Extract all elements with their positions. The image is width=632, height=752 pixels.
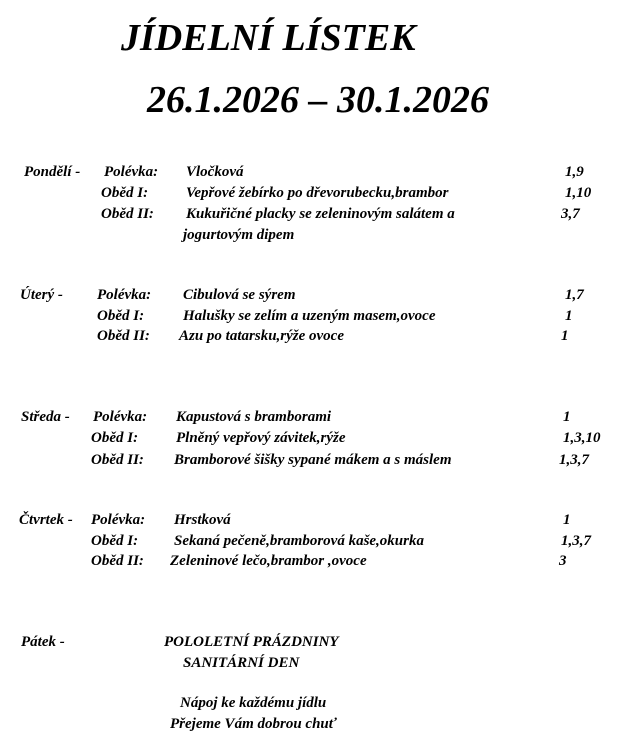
allergen-codes: 1,3,7 [559,452,589,468]
dish-name: Kapustová s bramborami [176,409,332,425]
dish-name: Hrstková [174,512,231,528]
dish-name: Bramborové šišky sypané mákem a s máslem [174,452,452,468]
course-label: Polévka: [93,409,148,425]
course-label: Oběd I: [91,430,139,446]
day-label-wednesday: Středa - [21,409,70,425]
sanitary-day-note: SANITÁRNÍ DEN [183,655,300,671]
course-label: Oběd I: [91,533,139,549]
day-label-thursday: Čtvrtek - [19,512,73,528]
allergen-codes: 1 [561,328,569,344]
allergen-codes: 1 [563,409,571,425]
footer-wish: Přejeme Vám dobrou chuť [170,716,337,732]
allergen-codes: 1,10 [565,185,592,201]
day-label-tuesday: Úterý - [20,287,63,303]
holiday-note: POLOLETNÍ PRÁZDNINY [164,634,339,650]
allergen-codes: 1,3,10 [563,430,601,446]
allergen-codes: 1,9 [565,164,584,180]
date-range: 26.1.2026 – 30.1.2026 [147,79,489,121]
course-label: Polévka: [104,164,159,180]
day-label-monday: Pondělí - [24,164,81,180]
dish-name: Sekaná pečeně,bramborová kaše,okurka [174,533,424,549]
course-label: Polévka: [91,512,146,528]
dish-name: Vločková [186,164,244,180]
dish-name: Kukuřičné placky se zeleninovým salátem a [186,206,455,222]
course-label: Oběd II: [91,553,144,569]
allergen-codes: 3,7 [561,206,580,222]
menu-title: JÍDELNÍ LÍSTEK [121,17,416,59]
day-label-friday: Pátek - [21,634,65,650]
course-label: Polévka: [97,287,152,303]
allergen-codes: 1 [563,512,571,528]
course-label: Oběd II: [101,206,154,222]
dish-name: Zeleninové lečo,brambor ,ovoce [170,553,367,569]
dish-name: Halušky se zelím a uzeným masem,ovoce [183,308,436,324]
course-label: Oběd I: [97,308,145,324]
dish-name: Azu po tatarsku,rýže ovoce [179,328,344,344]
allergen-codes: 1,3,7 [561,533,591,549]
dish-name: Cibulová se sýrem [183,287,296,303]
dish-name-continued: jogurtovým dipem [183,227,295,243]
dish-name: Vepřové žebírko po dřevorubecku,brambor [186,185,449,201]
dish-name: Plněný vepřový závitek,rýže [176,430,346,446]
allergen-codes: 1 [565,308,573,324]
course-label: Oběd II: [97,328,150,344]
footer-drink-note: Nápoj ke každému jídlu [180,695,327,711]
allergen-codes: 3 [559,553,567,569]
course-label: Oběd I: [101,185,149,201]
allergen-codes: 1,7 [565,287,584,303]
course-label: Oběd II: [91,452,144,468]
